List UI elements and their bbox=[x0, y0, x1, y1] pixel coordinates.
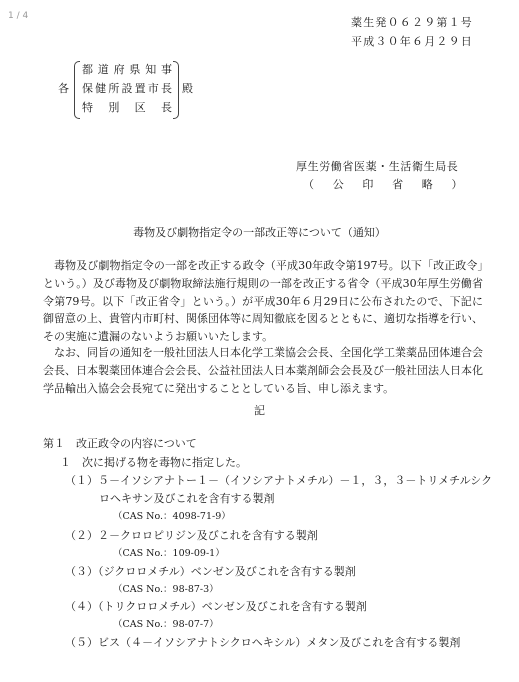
document-number: 薬生発０６２９第１号 bbox=[351, 16, 473, 29]
document-title: 毒物及び劇物指定令の一部改正等について（通知） bbox=[133, 226, 386, 239]
item-1: １ 次に掲げる物を毒物に指定した。 bbox=[60, 456, 247, 469]
addressee-prefix: 各 bbox=[58, 82, 69, 95]
addressee-suffix: 殿 bbox=[182, 82, 193, 95]
addressee-line-ward-mayor: 特 別 区 長 bbox=[82, 101, 172, 114]
issuer-name: 厚生労働省医薬・生活衛生局長 bbox=[296, 160, 459, 173]
section-1-heading: 第１ 改正政令の内容について bbox=[43, 437, 197, 450]
subitem-1-continued: ロヘキサン及びこれを含有する製剤 bbox=[99, 492, 275, 505]
subitem-2: （２）２－クロロピリジン及びこれを含有する製剤 bbox=[65, 529, 318, 542]
seal-omitted: （ 公 印 省 略 ） bbox=[303, 178, 463, 191]
body-paragraph-2: なお、同旨の通知を一般社団法人日本化学工業協会会長、全国化学工業薬品団体連合会会長、日本製薬団体連合会会長、公益社団法人日本薬剤師会会長及び一般社団法人日本化学品輸出入協会会長宛てに発出することとしている旨、申し添えます。 bbox=[43, 346, 483, 395]
addressee-line-health-center-mayor: 保 健 所 設 置 市 長 bbox=[82, 82, 172, 95]
subitem-4-cas: （CAS No.：98-07-7） bbox=[113, 619, 219, 630]
body-paragraph-1: 毒物及び劇物指定令の一部を改正する政令（平成30年政令第197号。以下「改正政令」という。）及び毒物及び劇物取締法施行規則の一部を改正する省令（平成30年厚生労働省令第79号。以下「改正省令」という。）が平成30年６月29日に公布されたので、下記に御留意の上、貴管内市町村、関係団体等に周知徹底を図るとともに、適切な指導を行い、その実施に遺漏のないようお願いいたします。 bbox=[43, 259, 483, 344]
left-bracket bbox=[74, 61, 80, 119]
addressee-line-governor: 都 道 府 県 知 事 bbox=[82, 63, 172, 76]
subitem-1-cas: （CAS No.：4098-71-9） bbox=[113, 511, 231, 522]
ki-heading: 記 bbox=[254, 404, 265, 417]
subitem-4: （４）（トリクロロメチル）ベンゼン及びこれを含有する製剤 bbox=[65, 600, 367, 613]
subitem-5: （５）ビス（４－イソシアナトシクロヘキシル）メタン及びこれを含有する製剤 bbox=[65, 636, 461, 649]
page-indicator: 1 / 4 bbox=[8, 11, 29, 21]
subitem-3-cas: （CAS No.：98-87-3） bbox=[113, 584, 219, 595]
right-bracket bbox=[173, 61, 179, 119]
document-date: 平成３０年６月２９日 bbox=[351, 35, 473, 48]
addressee-block bbox=[74, 61, 179, 119]
subitem-3: （３）（ジクロロメチル）ベンゼン及びこれを含有する製剤 bbox=[65, 565, 356, 578]
subitem-2-cas: （CAS No.：109-09-1） bbox=[113, 548, 225, 559]
subitem-1: （１）５－イソシアナトー１－（イソシアナトメチル）－１，３，３－トリメチルシク bbox=[65, 474, 493, 487]
